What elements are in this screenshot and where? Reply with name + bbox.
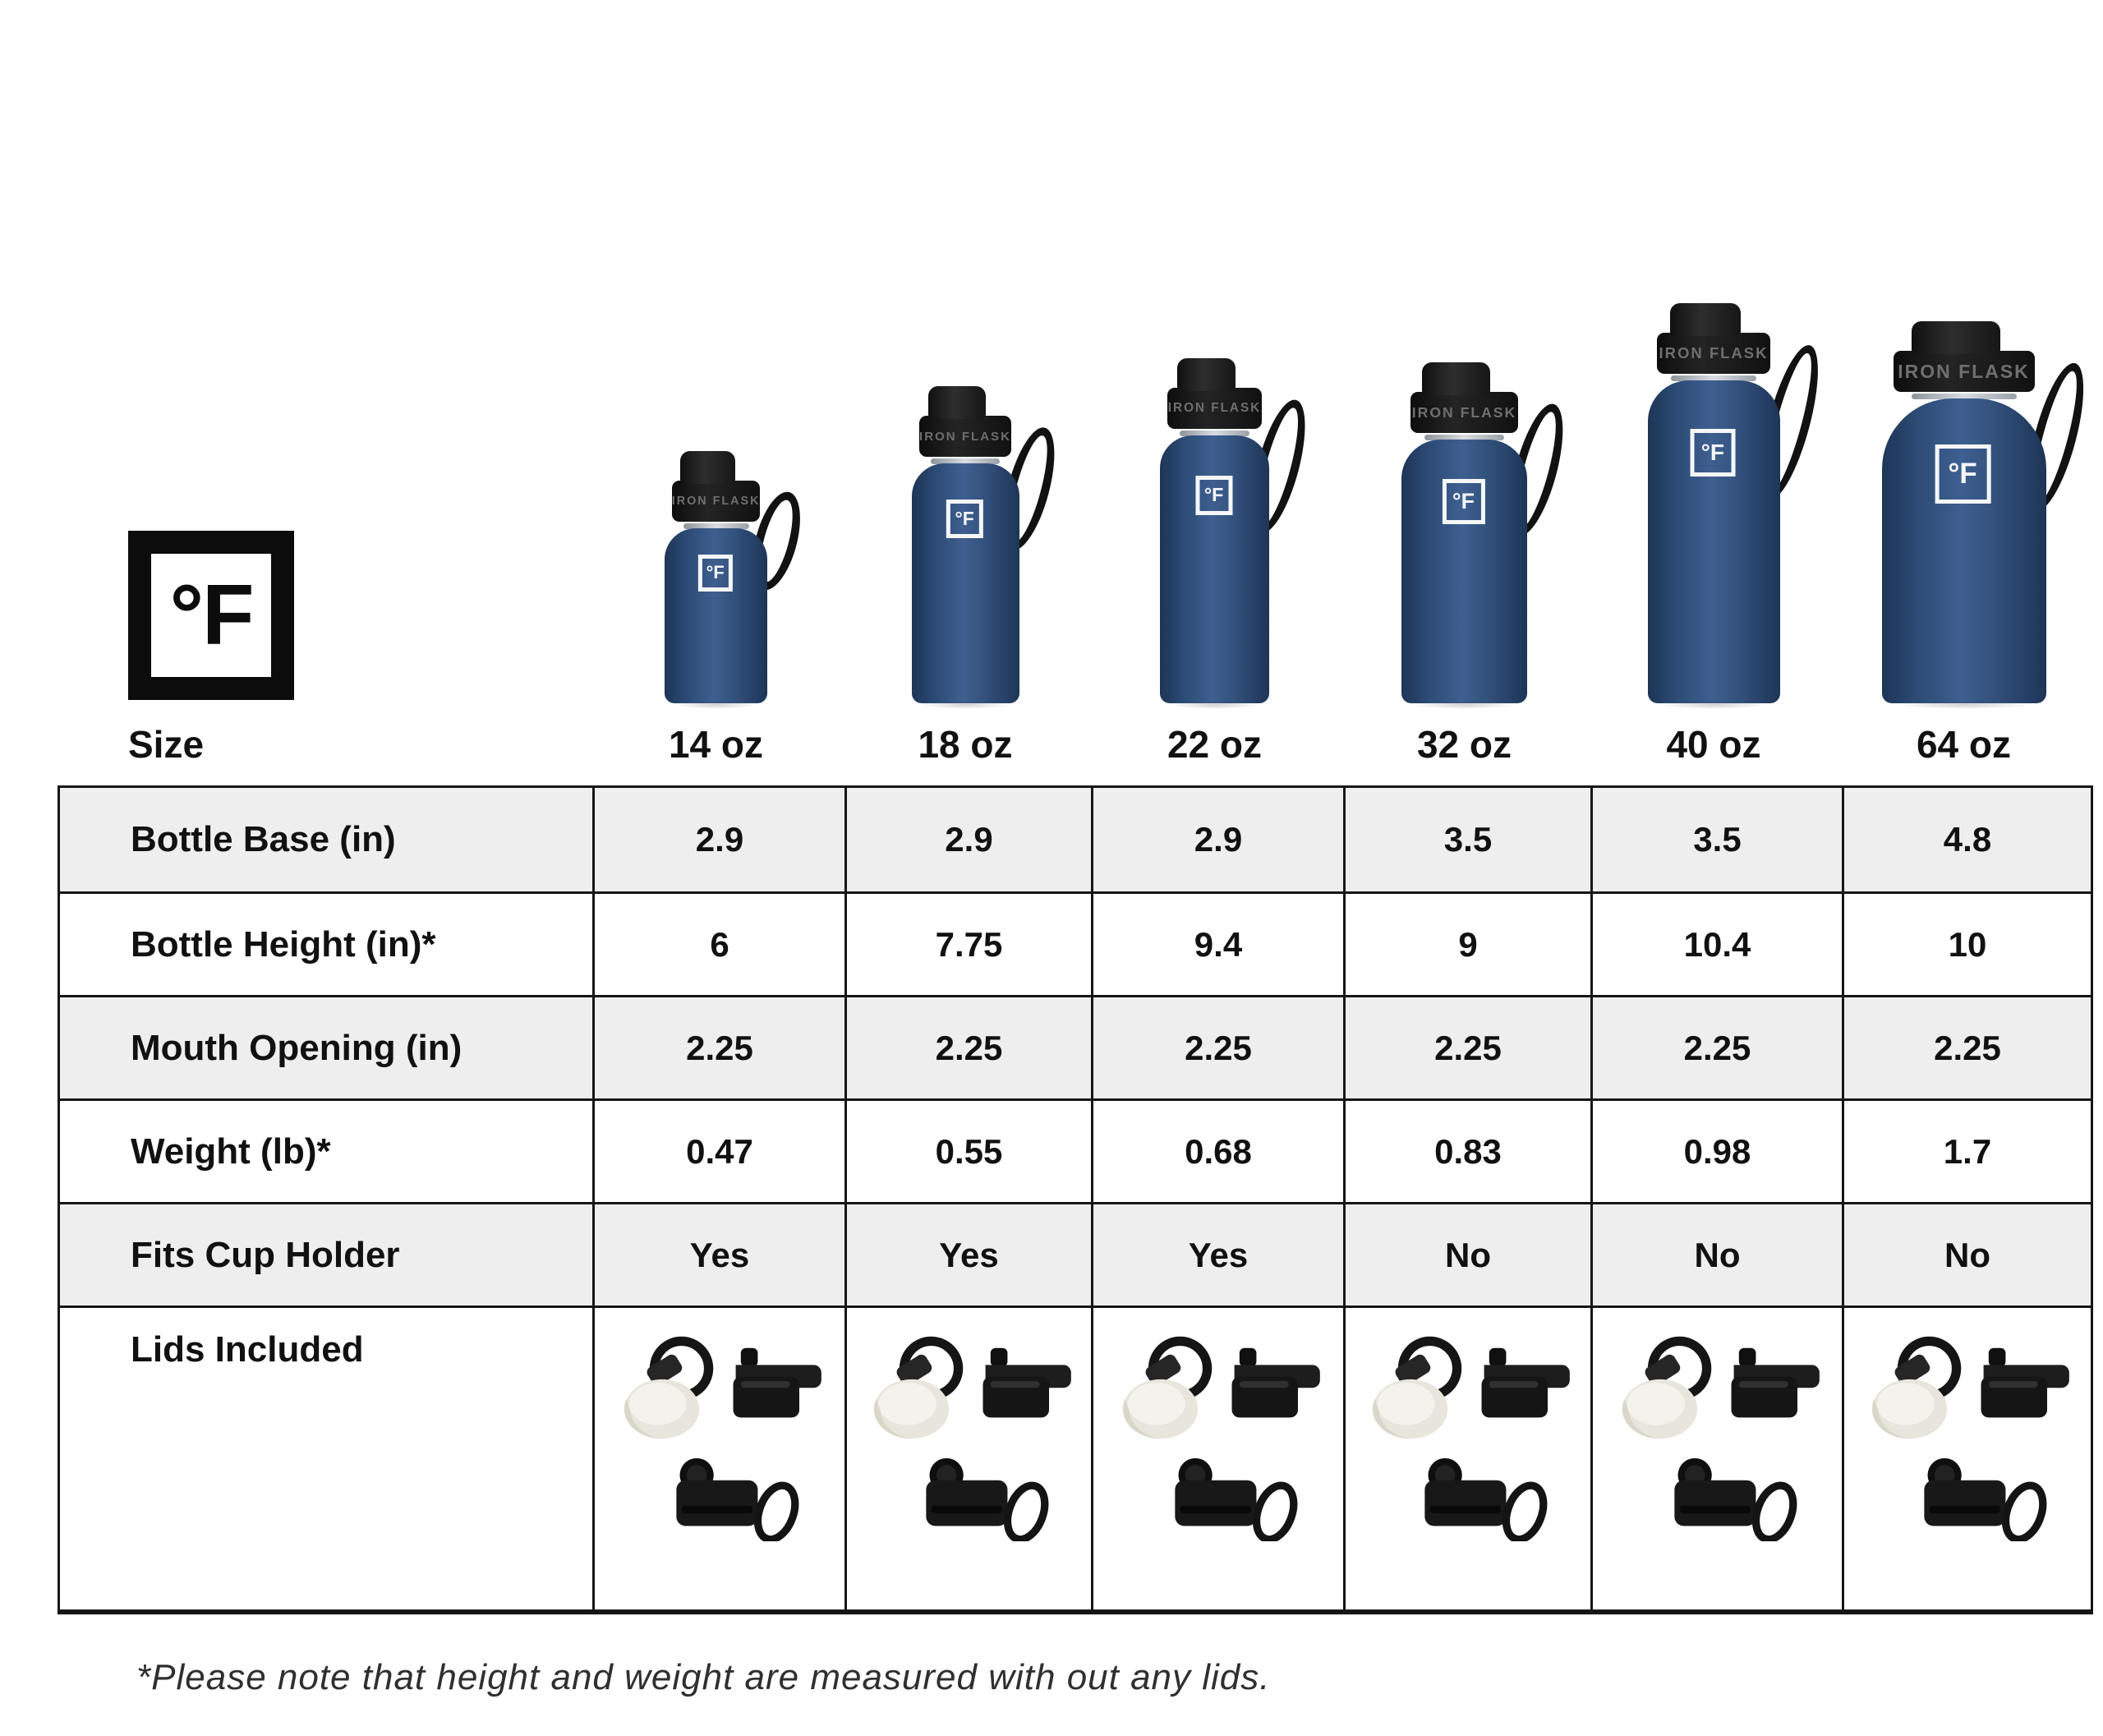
lid-set-icon	[1112, 1329, 1324, 1541]
spec-value: No	[1590, 1204, 1842, 1305]
spec-value: 9.4	[1091, 894, 1343, 995]
spec-value: 0.55	[844, 1101, 1091, 1202]
spec-value: 2.9	[844, 788, 1091, 891]
bottle-cap-band	[1410, 392, 1519, 433]
row-label: Fits Cup Holder	[131, 1234, 400, 1275]
bottle-logo-icon: °F	[1195, 476, 1232, 515]
spec-value: 2.25	[1842, 997, 2091, 1098]
bottle-32oz	[1401, 362, 1527, 703]
spec-value: 0.83	[1343, 1101, 1590, 1202]
bottle-body	[665, 528, 767, 703]
size-label-22oz: 22 oz	[1167, 723, 1263, 766]
bottle-logo-icon: °F	[946, 500, 983, 538]
bottle-40oz	[1648, 303, 1780, 703]
spec-value: 4.8	[1842, 788, 2091, 891]
spec-value: 2.9	[592, 788, 844, 891]
spec-value: 1.7	[1842, 1101, 2091, 1202]
size-header-row	[58, 703, 2088, 785]
spec-value: Yes	[592, 1204, 844, 1305]
spec-value: Yes	[844, 1204, 1091, 1305]
bottle-cap-band	[1894, 351, 2035, 392]
lids-included-cell	[1842, 1308, 2091, 1609]
spec-value: No	[1343, 1204, 1590, 1305]
brand-logo	[128, 531, 294, 700]
bottle-lineup	[58, 169, 2088, 703]
bottle-64oz	[1882, 321, 2046, 703]
size-label-14oz: 14 oz	[668, 723, 764, 766]
bottle-18oz	[912, 386, 1019, 703]
lid-set-icon	[863, 1329, 1075, 1541]
spec-value: 2.9	[1091, 788, 1343, 891]
bottle-cap-icon	[1422, 362, 1490, 395]
cap-brand-text: IRON FLASK	[671, 495, 761, 508]
row-label: Weight (lb)*	[131, 1130, 331, 1172]
size-label-64oz: 64 oz	[1916, 723, 2012, 766]
spec-table	[58, 785, 2093, 1614]
spec-value: 10.4	[1590, 894, 1842, 995]
lid-set-icon	[1612, 1329, 1824, 1541]
bottle-body	[912, 463, 1019, 703]
spec-value: 3.5	[1590, 788, 1842, 891]
bottle-body	[1401, 440, 1527, 703]
spec-value: 2.25	[1091, 997, 1343, 1098]
spec-value: 7.75	[844, 894, 1091, 995]
size-label-32oz: 32 oz	[1416, 723, 1512, 766]
bottle-cap-icon	[928, 386, 987, 419]
spec-value: 0.68	[1091, 1101, 1343, 1202]
bottle-cap-band	[919, 416, 1012, 457]
spec-value: 2.25	[1343, 997, 1590, 1098]
table-row-bottle-height	[60, 891, 2091, 995]
spec-value: 2.25	[844, 997, 1091, 1098]
bottle-logo-icon: °F	[1935, 444, 1990, 504]
lids-included-cell	[844, 1308, 1091, 1609]
bottle-cap-icon	[1177, 358, 1236, 391]
row-label: Bottle Base (in)	[131, 819, 396, 859]
table-row-fits-cup-holder	[60, 1202, 2091, 1305]
lid-set-icon	[614, 1329, 826, 1541]
bottle-cap-icon	[1912, 321, 2000, 354]
row-label: Bottle Height (in)*	[131, 923, 436, 965]
table-row-lids-included	[60, 1305, 2091, 1609]
bottle-cap-band	[672, 481, 761, 522]
table-row-mouth-opening	[60, 995, 2091, 1098]
spec-value: 3.5	[1343, 788, 1590, 891]
lids-included-cell	[1590, 1308, 1842, 1609]
cap-brand-text: IRON FLASK	[1167, 401, 1262, 415]
table-row-bottle-base	[60, 788, 2091, 891]
spec-value: No	[1842, 1204, 2091, 1305]
bottle-22oz	[1160, 358, 1269, 703]
row-label: Lids Included	[131, 1329, 364, 1370]
size-label-40oz: 40 oz	[1666, 723, 1761, 766]
cap-brand-text: IRON FLASK	[1898, 360, 2030, 382]
cap-brand-text: IRON FLASK	[1659, 344, 1769, 361]
measurement-footnote: *Please note that height and weight are measured with out any lids.	[136, 1657, 1271, 1697]
spec-value: 6	[592, 894, 844, 995]
row-label: Mouth Opening (in)	[131, 1027, 462, 1068]
size-row-title: Size	[128, 723, 205, 766]
brand-logo-text: °F	[169, 567, 253, 663]
bottle-body	[1160, 435, 1269, 703]
bottle-cap-icon	[680, 451, 736, 484]
bottle-body	[1882, 398, 2046, 703]
size-label-18oz: 18 oz	[918, 723, 1013, 766]
cap-brand-text: IRON FLASK	[1411, 403, 1517, 421]
bottle-cap-band	[1657, 333, 1770, 374]
table-row-weight	[60, 1098, 2091, 1202]
lid-set-icon	[1861, 1329, 2073, 1541]
lids-included-cell	[592, 1308, 844, 1609]
bottle-body	[1648, 380, 1780, 703]
spec-value: 10	[1842, 894, 2091, 995]
bottle-cap-icon	[1670, 303, 1742, 336]
bottle-logo-icon: °F	[1691, 429, 1736, 477]
bottle-14oz	[665, 451, 767, 703]
spec-value: 0.98	[1590, 1101, 1842, 1202]
lids-included-cell	[1091, 1308, 1343, 1609]
spec-value: 2.25	[1590, 997, 1842, 1098]
bottle-logo-icon: °F	[697, 555, 733, 592]
bottle-logo-icon: °F	[1442, 479, 1484, 524]
cap-brand-text: IRON FLASK	[919, 429, 1011, 444]
spec-value: 0.47	[592, 1101, 844, 1202]
lid-set-icon	[1362, 1329, 1574, 1541]
spec-value: Yes	[1091, 1204, 1343, 1305]
bottle-cap-band	[1167, 388, 1261, 429]
lids-included-cell	[1343, 1308, 1590, 1609]
spec-value: 2.25	[592, 997, 844, 1098]
spec-value: 9	[1343, 894, 1590, 995]
